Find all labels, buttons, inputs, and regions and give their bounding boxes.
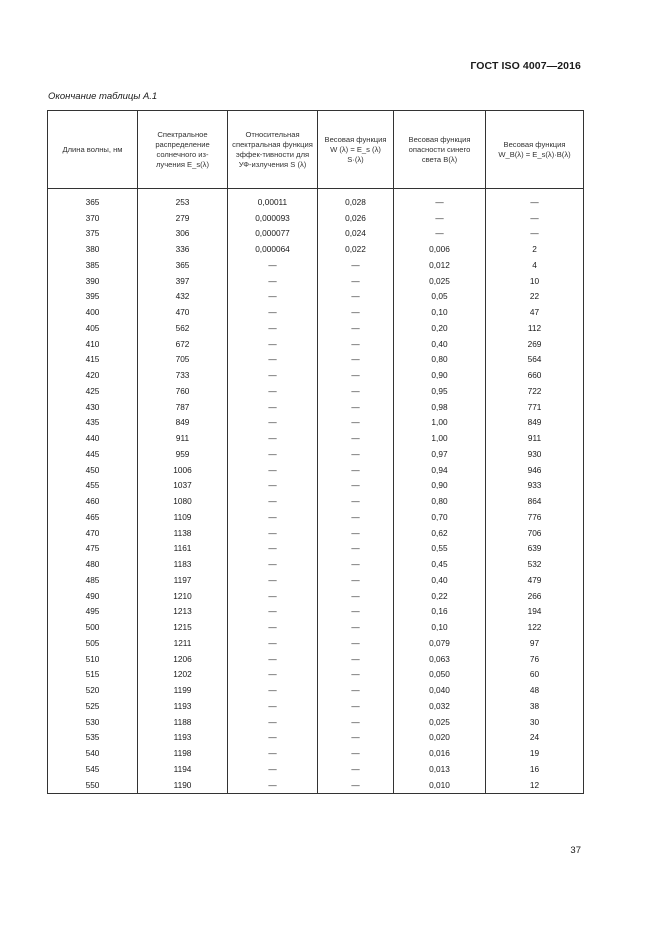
table-row: [48, 367, 584, 383]
cell-weight-function-b: 30: [486, 714, 584, 730]
cell-uv-efficiency: —: [228, 698, 318, 714]
cell-uv-efficiency: 0,000064: [228, 241, 318, 257]
cell-wavelength: 520: [48, 682, 138, 698]
cell-uv-efficiency: —: [228, 383, 318, 399]
table-row: [48, 619, 584, 635]
cell-blue-light-hazard: 0,40: [394, 572, 486, 588]
cell-uv-efficiency: —: [228, 714, 318, 730]
cell-weight-function-b: 12: [486, 777, 584, 793]
cell-solar-spectrum: 760: [138, 383, 228, 399]
table-row: [48, 430, 584, 446]
cell-weight-function: —: [318, 761, 394, 777]
cell-weight-function-b: 660: [486, 367, 584, 383]
cell-solar-spectrum: 733: [138, 367, 228, 383]
cell-uv-efficiency: —: [228, 367, 318, 383]
column-header-weight-function: Весовая функция W (λ) = E_s (λ) S·(λ): [318, 111, 394, 189]
cell-uv-efficiency: —: [228, 509, 318, 525]
cell-weight-function-b: 722: [486, 383, 584, 399]
cell-uv-efficiency: —: [228, 352, 318, 368]
cell-weight-function: —: [318, 777, 394, 793]
cell-blue-light-hazard: 0,80: [394, 493, 486, 509]
cell-wavelength: 445: [48, 446, 138, 462]
cell-solar-spectrum: 1161: [138, 541, 228, 557]
cell-wavelength: 435: [48, 415, 138, 431]
table-row: [48, 352, 584, 368]
cell-weight-function-b: 19: [486, 745, 584, 761]
cell-wavelength: 405: [48, 320, 138, 336]
cell-wavelength: 525: [48, 698, 138, 714]
column-header-weight-function-b: Весовая функция W_B(λ) = E_s(λ)·B(λ): [486, 111, 584, 189]
cell-weight-function: —: [318, 352, 394, 368]
cell-weight-function: —: [318, 651, 394, 667]
cell-solar-spectrum: 1194: [138, 761, 228, 777]
cell-weight-function-b: 16: [486, 761, 584, 777]
cell-wavelength: 490: [48, 588, 138, 604]
cell-weight-function-b: 122: [486, 619, 584, 635]
cell-uv-efficiency: —: [228, 320, 318, 336]
cell-uv-efficiency: —: [228, 257, 318, 273]
cell-solar-spectrum: 336: [138, 241, 228, 257]
cell-solar-spectrum: 787: [138, 399, 228, 415]
cell-blue-light-hazard: 0,97: [394, 446, 486, 462]
cell-weight-function: —: [318, 730, 394, 746]
table-row: [48, 493, 584, 509]
cell-weight-function-b: 97: [486, 635, 584, 651]
cell-blue-light-hazard: 0,55: [394, 541, 486, 557]
cell-weight-function: —: [318, 745, 394, 761]
cell-wavelength: 495: [48, 604, 138, 620]
cell-weight-function: —: [318, 541, 394, 557]
cell-weight-function-b: 771: [486, 399, 584, 415]
cell-solar-spectrum: 1193: [138, 730, 228, 746]
cell-wavelength: 385: [48, 257, 138, 273]
cell-solar-spectrum: 397: [138, 273, 228, 289]
cell-solar-spectrum: 306: [138, 226, 228, 242]
cell-uv-efficiency: —: [228, 761, 318, 777]
cell-weight-function-b: —: [486, 194, 584, 210]
cell-uv-efficiency: —: [228, 446, 318, 462]
cell-uv-efficiency: —: [228, 745, 318, 761]
cell-solar-spectrum: 672: [138, 336, 228, 352]
cell-blue-light-hazard: 0,80: [394, 352, 486, 368]
cell-uv-efficiency: —: [228, 572, 318, 588]
column-header-blue-light-hazard: Весовая функция опасности синего света B(λ): [394, 111, 486, 189]
cell-wavelength: 425: [48, 383, 138, 399]
cell-weight-function-b: 4: [486, 257, 584, 273]
cell-blue-light-hazard: 1,00: [394, 415, 486, 431]
cell-wavelength: 550: [48, 777, 138, 793]
table-row: [48, 304, 584, 320]
cell-solar-spectrum: 1006: [138, 462, 228, 478]
cell-blue-light-hazard: 0,98: [394, 399, 486, 415]
cell-uv-efficiency: —: [228, 493, 318, 509]
table-caption: Окончание таблицы А.1: [48, 91, 158, 102]
cell-wavelength: 460: [48, 493, 138, 509]
cell-blue-light-hazard: 0,62: [394, 525, 486, 541]
cell-solar-spectrum: 1199: [138, 682, 228, 698]
document-code: ГОСТ ISO 4007—2016: [470, 60, 581, 72]
table-row: [48, 194, 584, 210]
table-row: [48, 572, 584, 588]
cell-solar-spectrum: 1198: [138, 745, 228, 761]
cell-solar-spectrum: 279: [138, 210, 228, 226]
cell-solar-spectrum: 1037: [138, 478, 228, 494]
cell-wavelength: 430: [48, 399, 138, 415]
cell-weight-function: —: [318, 367, 394, 383]
cell-weight-function: —: [318, 273, 394, 289]
cell-weight-function-b: 47: [486, 304, 584, 320]
cell-weight-function: 0,024: [318, 226, 394, 242]
cell-weight-function: —: [318, 430, 394, 446]
cell-solar-spectrum: 1193: [138, 698, 228, 714]
cell-weight-function: —: [318, 682, 394, 698]
table-row: [48, 667, 584, 683]
cell-uv-efficiency: —: [228, 651, 318, 667]
cell-solar-spectrum: 1206: [138, 651, 228, 667]
table-row: [48, 761, 584, 777]
cell-weight-function-b: 864: [486, 493, 584, 509]
cell-weight-function-b: 532: [486, 556, 584, 572]
cell-weight-function-b: 776: [486, 509, 584, 525]
cell-blue-light-hazard: —: [394, 210, 486, 226]
cell-blue-light-hazard: —: [394, 194, 486, 210]
table-row: [48, 714, 584, 730]
cell-weight-function: —: [318, 383, 394, 399]
table-row: [48, 525, 584, 541]
cell-wavelength: 450: [48, 462, 138, 478]
cell-wavelength: 500: [48, 619, 138, 635]
cell-weight-function: —: [318, 399, 394, 415]
table-row: [48, 383, 584, 399]
cell-weight-function: —: [318, 572, 394, 588]
cell-blue-light-hazard: 0,10: [394, 304, 486, 320]
table-row: [48, 462, 584, 478]
cell-weight-function-b: 112: [486, 320, 584, 336]
cell-solar-spectrum: 1202: [138, 667, 228, 683]
cell-weight-function: —: [318, 667, 394, 683]
table-row: [48, 509, 584, 525]
cell-weight-function: 0,022: [318, 241, 394, 257]
cell-blue-light-hazard: 0,050: [394, 667, 486, 683]
cell-solar-spectrum: 849: [138, 415, 228, 431]
cell-solar-spectrum: 1215: [138, 619, 228, 635]
cell-wavelength: 375: [48, 226, 138, 242]
cell-wavelength: 475: [48, 541, 138, 557]
cell-uv-efficiency: —: [228, 304, 318, 320]
column-header-solar-spectrum: Спектральное распределение солнечного из-лучения E_s(λ): [138, 111, 228, 189]
cell-weight-function-b: 479: [486, 572, 584, 588]
cell-uv-efficiency: —: [228, 336, 318, 352]
cell-weight-function: —: [318, 415, 394, 431]
cell-weight-function: —: [318, 588, 394, 604]
cell-wavelength: 365: [48, 194, 138, 210]
cell-uv-efficiency: —: [228, 289, 318, 305]
cell-uv-efficiency: —: [228, 588, 318, 604]
cell-wavelength: 535: [48, 730, 138, 746]
table-row: [48, 604, 584, 620]
cell-blue-light-hazard: —: [394, 226, 486, 242]
cell-uv-efficiency: —: [228, 667, 318, 683]
cell-blue-light-hazard: 0,70: [394, 509, 486, 525]
cell-uv-efficiency: 0,000077: [228, 226, 318, 242]
cell-solar-spectrum: 1197: [138, 572, 228, 588]
cell-weight-function-b: 22: [486, 289, 584, 305]
cell-wavelength: 415: [48, 352, 138, 368]
cell-uv-efficiency: —: [228, 541, 318, 557]
cell-weight-function: —: [318, 304, 394, 320]
table-row: [48, 446, 584, 462]
cell-uv-efficiency: —: [228, 556, 318, 572]
cell-weight-function-b: 48: [486, 682, 584, 698]
cell-uv-efficiency: —: [228, 415, 318, 431]
cell-wavelength: 380: [48, 241, 138, 257]
cell-weight-function-b: —: [486, 210, 584, 226]
cell-wavelength: 480: [48, 556, 138, 572]
cell-weight-function: —: [318, 714, 394, 730]
table-row: [48, 336, 584, 352]
cell-blue-light-hazard: 0,20: [394, 320, 486, 336]
cell-weight-function-b: 946: [486, 462, 584, 478]
cell-weight-function: —: [318, 446, 394, 462]
cell-solar-spectrum: 432: [138, 289, 228, 305]
cell-blue-light-hazard: 0,032: [394, 698, 486, 714]
table-row: [48, 241, 584, 257]
cell-weight-function: —: [318, 525, 394, 541]
cell-weight-function: —: [318, 698, 394, 714]
cell-wavelength: 395: [48, 289, 138, 305]
cell-weight-function: —: [318, 556, 394, 572]
cell-solar-spectrum: 1183: [138, 556, 228, 572]
cell-blue-light-hazard: 0,040: [394, 682, 486, 698]
table-row: [48, 415, 584, 431]
cell-weight-function-b: 266: [486, 588, 584, 604]
table-row: [48, 399, 584, 415]
cell-uv-efficiency: —: [228, 604, 318, 620]
cell-weight-function-b: 60: [486, 667, 584, 683]
cell-uv-efficiency: —: [228, 682, 318, 698]
cell-wavelength: 530: [48, 714, 138, 730]
cell-blue-light-hazard: 0,013: [394, 761, 486, 777]
cell-wavelength: 465: [48, 509, 138, 525]
table-row: [48, 541, 584, 557]
cell-weight-function-b: 10: [486, 273, 584, 289]
cell-blue-light-hazard: 0,079: [394, 635, 486, 651]
cell-weight-function-b: 269: [486, 336, 584, 352]
table-header-row: [48, 111, 584, 189]
table-row: [48, 682, 584, 698]
cell-solar-spectrum: 1190: [138, 777, 228, 793]
cell-blue-light-hazard: 1,00: [394, 430, 486, 446]
cell-wavelength: 505: [48, 635, 138, 651]
cell-uv-efficiency: —: [228, 777, 318, 793]
cell-weight-function: 0,028: [318, 194, 394, 210]
cell-weight-function-b: 24: [486, 730, 584, 746]
table-row: [48, 226, 584, 242]
cell-wavelength: 370: [48, 210, 138, 226]
cell-weight-function: —: [318, 619, 394, 635]
table-row: [48, 289, 584, 305]
cell-weight-function-b: 706: [486, 525, 584, 541]
cell-weight-function: 0,026: [318, 210, 394, 226]
table-row: [48, 210, 584, 226]
cell-blue-light-hazard: 0,010: [394, 777, 486, 793]
table-row: [48, 777, 584, 793]
cell-uv-efficiency: —: [228, 635, 318, 651]
cell-weight-function-b: —: [486, 226, 584, 242]
cell-blue-light-hazard: 0,006: [394, 241, 486, 257]
cell-wavelength: 540: [48, 745, 138, 761]
cell-weight-function: —: [318, 509, 394, 525]
cell-solar-spectrum: 1213: [138, 604, 228, 620]
cell-weight-function-b: 194: [486, 604, 584, 620]
cell-weight-function: —: [318, 289, 394, 305]
table-row: [48, 698, 584, 714]
table-row: [48, 588, 584, 604]
cell-blue-light-hazard: 0,22: [394, 588, 486, 604]
cell-wavelength: 440: [48, 430, 138, 446]
table-row: [48, 651, 584, 667]
cell-blue-light-hazard: 0,025: [394, 714, 486, 730]
cell-blue-light-hazard: 0,016: [394, 745, 486, 761]
cell-weight-function: —: [318, 493, 394, 509]
table-row: [48, 635, 584, 651]
cell-blue-light-hazard: 0,16: [394, 604, 486, 620]
cell-wavelength: 515: [48, 667, 138, 683]
cell-solar-spectrum: 253: [138, 194, 228, 210]
cell-solar-spectrum: 959: [138, 446, 228, 462]
cell-wavelength: 420: [48, 367, 138, 383]
cell-uv-efficiency: —: [228, 619, 318, 635]
cell-blue-light-hazard: 0,90: [394, 367, 486, 383]
cell-solar-spectrum: 1210: [138, 588, 228, 604]
cell-wavelength: 485: [48, 572, 138, 588]
cell-blue-light-hazard: 0,90: [394, 478, 486, 494]
cell-solar-spectrum: 470: [138, 304, 228, 320]
cell-solar-spectrum: 562: [138, 320, 228, 336]
cell-uv-efficiency: —: [228, 399, 318, 415]
cell-uv-efficiency: —: [228, 525, 318, 541]
cell-uv-efficiency: —: [228, 462, 318, 478]
cell-weight-function: —: [318, 257, 394, 273]
cell-blue-light-hazard: 0,05: [394, 289, 486, 305]
cell-uv-efficiency: —: [228, 430, 318, 446]
cell-weight-function: —: [318, 478, 394, 494]
cell-wavelength: 510: [48, 651, 138, 667]
cell-wavelength: 410: [48, 336, 138, 352]
column-header-wavelength: Длина волны, нм: [48, 111, 138, 189]
cell-wavelength: 470: [48, 525, 138, 541]
cell-uv-efficiency: —: [228, 730, 318, 746]
cell-weight-function-b: 564: [486, 352, 584, 368]
cell-blue-light-hazard: 0,020: [394, 730, 486, 746]
cell-weight-function-b: 639: [486, 541, 584, 557]
cell-solar-spectrum: 705: [138, 352, 228, 368]
column-header-uv-efficiency: Относительная спектральная функция эффек-тивности для УФ-излучения S (λ): [228, 111, 318, 189]
cell-blue-light-hazard: 0,012: [394, 257, 486, 273]
cell-solar-spectrum: 1188: [138, 714, 228, 730]
cell-solar-spectrum: 1211: [138, 635, 228, 651]
cell-blue-light-hazard: 0,45: [394, 556, 486, 572]
cell-weight-function-b: 911: [486, 430, 584, 446]
cell-weight-function: —: [318, 604, 394, 620]
cell-uv-efficiency: 0,000093: [228, 210, 318, 226]
cell-weight-function: —: [318, 462, 394, 478]
cell-weight-function-b: 849: [486, 415, 584, 431]
cell-wavelength: 455: [48, 478, 138, 494]
cell-weight-function-b: 38: [486, 698, 584, 714]
cell-weight-function-b: 930: [486, 446, 584, 462]
cell-blue-light-hazard: 0,10: [394, 619, 486, 635]
table-row: [48, 730, 584, 746]
cell-solar-spectrum: 1080: [138, 493, 228, 509]
page-number: 37: [570, 845, 581, 856]
cell-blue-light-hazard: 0,063: [394, 651, 486, 667]
cell-wavelength: 400: [48, 304, 138, 320]
table-row: [48, 745, 584, 761]
cell-blue-light-hazard: 0,94: [394, 462, 486, 478]
table-row: [48, 257, 584, 273]
table-row: [48, 478, 584, 494]
cell-weight-function-b: 76: [486, 651, 584, 667]
cell-wavelength: 390: [48, 273, 138, 289]
table-body: [48, 194, 584, 793]
cell-uv-efficiency: 0,00011: [228, 194, 318, 210]
cell-uv-efficiency: —: [228, 273, 318, 289]
cell-weight-function-b: 2: [486, 241, 584, 257]
cell-weight-function-b: 933: [486, 478, 584, 494]
cell-weight-function: —: [318, 336, 394, 352]
cell-blue-light-hazard: 0,025: [394, 273, 486, 289]
cell-solar-spectrum: 911: [138, 430, 228, 446]
cell-solar-spectrum: 1138: [138, 525, 228, 541]
table-row: [48, 556, 584, 572]
table-row: [48, 273, 584, 289]
cell-solar-spectrum: 1109: [138, 509, 228, 525]
cell-blue-light-hazard: 0,95: [394, 383, 486, 399]
cell-wavelength: 545: [48, 761, 138, 777]
table-row: [48, 320, 584, 336]
cell-weight-function: —: [318, 635, 394, 651]
cell-solar-spectrum: 365: [138, 257, 228, 273]
cell-blue-light-hazard: 0,40: [394, 336, 486, 352]
spectral-table: [47, 110, 584, 794]
cell-weight-function: —: [318, 320, 394, 336]
cell-uv-efficiency: —: [228, 478, 318, 494]
